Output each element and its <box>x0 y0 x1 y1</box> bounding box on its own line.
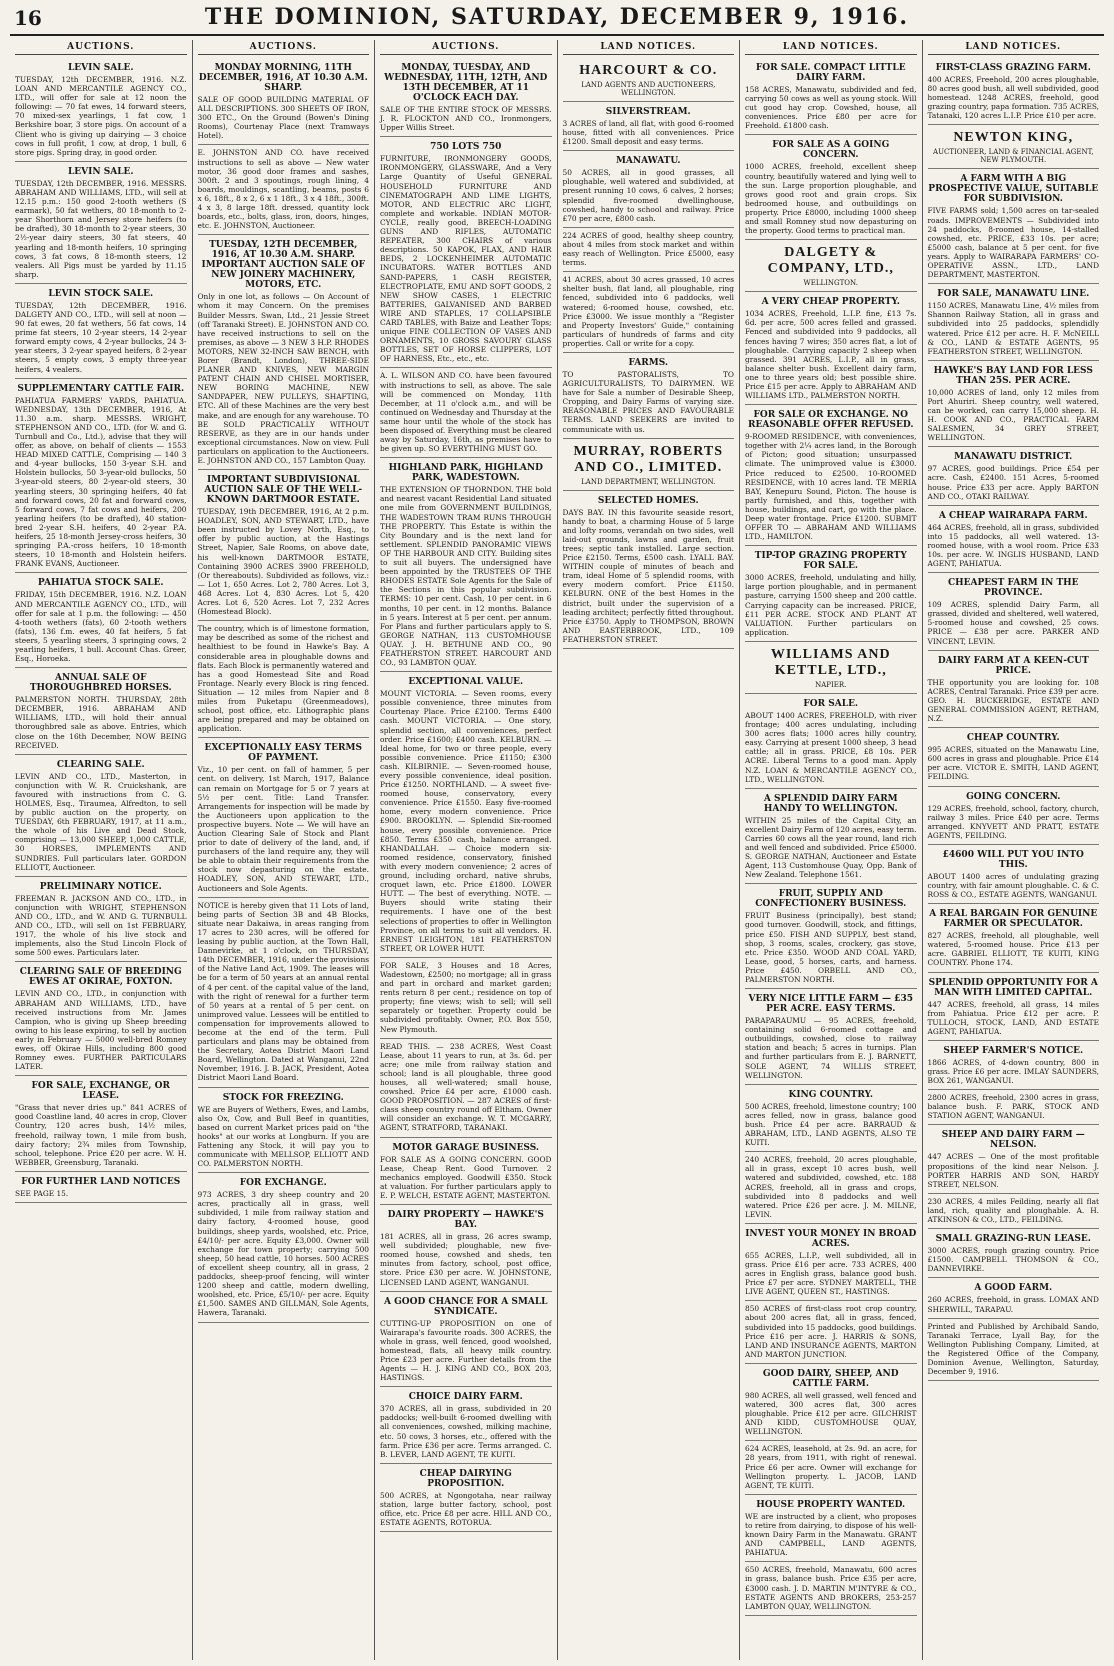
ad-body: READ THIS. — 238 ACRES, West Coast Lease, about 11 years to run, at 3s. 6d. per acre; one mile from railway station and school; land is all ploughable, three good houses, all well-watered; small house, cowshed. Price £4 per acre, £1000 cash. GOOD PROPOSITION. — 287 ACRES of first-class sheep country round off Eltham. Owner will consider an exchange. W. T. MCGARRY, AGENT, STRATFORD, TARANAKI. <box>380 1041 552 1133</box>
ad-body: TO PASTORALISTS, TO AGRICULTURALISTS, TO DAIRYMEN. WE have for Sale a number of Desirable Sheep, Cropping, and Dairy Farms of varying size. REASONABLE PRICES AND FAVOURABLE TERMS. LAND SEEKERS are invited to communicate with us. <box>562 369 734 434</box>
classified-ad <box>745 694 917 789</box>
ad-body: 129 ACRES, freehold, school, factory, church, railway 3 miles. Price £40 per acre. Terms arranged. KNYVETT AND PRATT, ESTATE AGENTS, FEILDING. <box>927 803 1099 840</box>
ad-body: WITHIN 25 miles of the Capital City, an excellent Dairy Farm of 120 acres, easy term. Carries 60 cows all the year round, land rich and well fenced and subdivided. Price £5000. S. GEORGE NATHAN, Auctioneer and Estate Agent, 113 Customhouse Quay, Opp. Bank of New Zealand. Telephone 1561. <box>745 815 917 880</box>
ad-heading: KING COUNTRY. <box>788 1089 873 1100</box>
column-1 <box>10 40 193 1660</box>
firm-name: NEWTON KING, <box>953 130 1074 146</box>
ad-body: FREEMAN R. JACKSON AND CO., LTD., in conjunction with WRIGHT, STEPHENSON AND CO., LTD., and W. AND G. TURNBULL AND CO., LTD., will sell on 1st FEBRUARY, 1917, the whole of his live stock and implements, also the Stud Lincoln Flock of some 500 ewes. Particulars later. <box>15 893 187 958</box>
section-header: LAND NOTICES. <box>928 40 1100 55</box>
ad-heading: A REAL BARGAIN FOR GENUINE FARMER OR SPECULATOR. <box>929 909 1098 930</box>
ad-heading: FOR SALE. COMPACT LITTLE DAIRY FARM. <box>755 63 906 83</box>
ad-heading: A FARM WITH A BIG PROSPECTIVE VALUE, SUITABLE FOR SUBDIVISION. <box>928 174 1099 205</box>
classified-ad <box>380 1292 552 1388</box>
firm-subtitle: NAPIER. <box>815 680 847 689</box>
classified-ad <box>380 368 552 458</box>
firm-subtitle: LAND DEPARTMENT, WELLINGTON. <box>581 477 716 486</box>
column-3 <box>375 40 558 1660</box>
ad-heading: CLEARING SALE OF BREEDING EWES AT OKIRAE, FOXTON. <box>19 967 182 988</box>
ad-body: 9-ROOMED RESIDENCE, with conveniences, together with 2¼ acres land, in the Borough of Picton; good situation; unsurpassed climate. The unimproved value is £3000. Price reduced to £2500. 10-ROOMED RESIDENCE, with 10 acres land. TE MERIA BAY, Kenepuru Sound, Picton. The house is partly furnished, and this, together with house, buildings, and cart, go with the place. Deep water frontage. Price £1200. SUBMIT OFFER TO — ABRAHAM AND WILLIAMS LTD., HAMILTON. <box>745 432 917 542</box>
ad-heading: HOUSE PROPERTY WANTED. <box>756 1499 906 1510</box>
ad-body: 500 ACRES, at Ngongotaha, near railway station, large butter factory, school, post office, etc. Price £8 per acre. HILL AND CO., ESTATE AGENTS, ROTORUA. <box>380 1490 552 1528</box>
ad-heading: FIRST-CLASS GRAZING FARM. <box>935 63 1091 73</box>
ad-heading: HIGHLAND PARK, HIGHLAND PARK, WADESTOWN. <box>388 463 543 484</box>
classified-ad <box>380 1138 552 1205</box>
firm-name: DALGETY & COMPANY, LTD., <box>767 245 894 277</box>
column-2 <box>193 40 376 1660</box>
classified-ad <box>198 738 370 897</box>
ad-heading: A VERY CHEAP PROPERTY. <box>761 297 900 308</box>
classified-ad <box>745 405 917 546</box>
ad-heading: SILVERSTREAM. <box>605 107 691 117</box>
ad-body: WE are instructed by a client, who proposes to retire from dairying, to dispose of his well-known Dairy Farm in the Manawatu. GRANT AND CAMPBELL, LAND AGENTS, PAHIATUA. <box>745 1511 917 1558</box>
ad-heading: SHEEP AND DAIRY FARM — NELSON. <box>941 1130 1085 1151</box>
classified-ad <box>198 235 370 470</box>
ad-body: 850 ACRES of first-class root crop country, about 200 acres flat, all in grass, fenced, subdivided into 15 paddocks, good buildings. Price £16 per acre. J. HARRIS & SONS, LAND AND INSURANCE AGENTS, MARTON AND MARTON JUNCTION. <box>745 1304 917 1359</box>
classified-ad <box>928 787 1100 845</box>
column-5 <box>740 40 923 1660</box>
section-header: LAND NOTICES. <box>563 40 735 55</box>
classified-ad <box>15 573 187 668</box>
ad-body: The country, which is of limestone formation, may be described as some of the richest and healthiest to be found in Hawke's Bay. A considerable area in ploughable downs and flats. Each Block is permanently watered and has a good Homestead Site and Road Frontage. Nearly every Block is ring fenced. Situation — 12 miles from Napier and 8 miles from Puketapu (Greenmeadows), school, post office, etc. Lithographic plans are being prepared and may be obtained on application. <box>197 624 369 734</box>
ad-body: "Grass that never dries up." 841 ACRES of good Coastline land, 40 acres in crop, Clover Country, 120 acres bush, 14½ miles, freehold, railway town, 1 mile from bush, dairy factory; 2¾ miles from Township, school, telephone. Price £20 per acre. W. H. WEBBER, Greensburg, Taranaki. <box>15 1103 187 1167</box>
firm-name: HARCOURT & CO. <box>579 63 718 78</box>
classified-ad <box>198 145 370 235</box>
ad-heading: SMALL GRAZING-RUN LEASE. <box>935 1234 1091 1245</box>
classified-ad <box>198 1173 370 1322</box>
section-header: LAND NOTICES. <box>745 40 917 55</box>
ad-body: TUESDAY, 12th DECEMBER, 1916. DALGETY AND CO., LTD., will sell at noon — 90 fat ewes, 20 fat wethers, 56 fat cows, 14 prime fat steers, 10 2-year steers, 14 2-year forward empty cows, 4 2-year bullocks, 24 3-year steers, 3 2-year spayed heifers, 8 2-year steers, 5 empty cows, 3 empty three-year heifers, 4 vealers. <box>15 300 187 374</box>
classified-ad <box>928 904 1100 972</box>
classified-ad <box>198 1088 370 1174</box>
ad-body: 50 ACRES, all in good grasses, all ploughable, well watered and subdivided, at present running 10 cows, 6 calves, 2 horses; splendid five-roomed dwellinghouse, cowshed, handy to school and railway. Price £70 per acre, £800 cash. <box>562 168 734 223</box>
ad-body: FRUIT Business (principally), best stand; good turnover. Goodwill, stock, and fittings, price £50. FISH AND SUPPLY, best stand, shop, 3 rooms, scales, crockery, gas stove, etc. Price £350. WOOD AND COAL YARD, Lease, good, 5 horses, carts, and harness. Price £450. ORBELL AND CO., PALMERSTON NORTH. <box>745 911 917 984</box>
ad-heading: 750 LOTS 750 <box>430 142 502 153</box>
ad-heading: VERY NICE LITTLE FARM — £35 PER ACRE. EASY TERMS. <box>748 994 913 1015</box>
classified-ad <box>928 1194 1100 1229</box>
ad-heading: MONDAY MORNING, 11TH DECEMBER, 1916, AT 10.30 A.M. SHARP. <box>198 63 368 93</box>
classified-ad <box>15 1076 187 1172</box>
ad-heading: FOR SALE AS A GOING CONCERN. <box>772 140 890 161</box>
firm-name: WILLIAMS AND KETTLE, LTD., <box>770 646 891 678</box>
ad-heading: INVEST YOUR MONEY IN BROAD ACRES. <box>745 1228 917 1249</box>
ad-body: SALE OF THE ENTIRE STOCK OF MESSRS. J. R. FLOCKTON AND CO., Ironmongers, Upper Willis Street. <box>380 105 552 133</box>
classified-ad <box>745 1152 917 1224</box>
classified-ad <box>928 361 1100 448</box>
classified-ad <box>380 1387 552 1464</box>
ad-body: 3 ACRES of land, all flat, with good 6-roomed house, fitted with all conveniences. Price £1200. Small deposit and easy terms. <box>562 119 734 147</box>
ad-body: 500 ACRES, freehold, limestone country; 100 acres felled, now in grass, balance good bush. Price £4 per acre. BARRAUD & ABRAHAM, LTD., LAND AGENTS, ALSO TE KUITI. <box>745 1101 917 1148</box>
newspaper-columns <box>10 40 1104 1660</box>
classified-ad <box>928 169 1100 284</box>
ad-heading: A GOOD CHANCE FOR A SMALL SYNDICATE. <box>383 1296 548 1317</box>
classified-ad <box>745 789 917 885</box>
firm-subtitle: AUCTIONEER, LAND & FINANCIAL AGENT, NEW PLYMOUTH. <box>933 148 1094 165</box>
ad-body: DAYS BAY. IN this favourite seaside resort, handy to boat, a charming House of 5 large and lofty rooms, verandah on two sides, well laid-out grounds, lawns and garden, fruit trees; septic tank installed. Large section. Price £2150. Terms, £500 cash. LYALL BAY. WITHIN couple of minutes of beach and tram, ideal Home of 5 splendid rooms, with every modern comfort. Price £1150. KELBURN. ONE of the best Homes in the district, built under the supervision of a leading architect; perfectly fitted throughout. Price £3750. Apply to THOMPSON, BROWN AND EASTERBROOK, LTD., 109 FEATHERSTON STREET. <box>562 507 734 644</box>
classified-ad <box>563 58 735 102</box>
ad-body: 650 ACRES, freehold, Manawatu, 600 acres in grass, balance bush. Price £35 per acre, £3000 cash. J. D. MARTIN M'INTYRE & CO., ESTATE AGENTS AND BROKERS, 253-257 LAMBTON QUAY, WELLINGTON. <box>745 1565 917 1611</box>
ad-body: 1000 ACRES, freehold, excellent sheep country, beautifully watered and lying well to the sun. Large proportion ploughable, and grows good root and grain crops. Six bedroomed house, and outbuildings on property. Price £8000, including 1000 sheep and small Romney stud now depasturing on the property. Good terms to practical man. <box>745 162 917 236</box>
classified-ad <box>745 1364 917 1441</box>
ad-heading: DAIRY FARM AT A KEEN-CUT PRICE. <box>937 655 1089 676</box>
ad-body: SALE OF GOOD BUILDING MATERIAL OF ALL DESCRIPTIONS. 300 SHEETS OF IRON, 300 ETC., On the Ground (Bowen's Dining Rooms), Courtenay Place (next Tramways Hotel). <box>197 95 369 141</box>
classified-ad <box>928 447 1100 505</box>
firm-subtitle: LAND AGENTS AND AUCTIONEERS, WELLINGTON. <box>581 81 716 97</box>
section-header: AUCTIONS. <box>15 40 187 55</box>
ad-heading: FOR EXCHANGE. <box>239 1178 327 1189</box>
ad-heading: FARMS. <box>628 357 669 368</box>
ad-heading: CHEAP COUNTRY. <box>966 733 1060 744</box>
ad-heading: CLEARING SALE. <box>56 759 145 770</box>
ad-heading: FOR SALE, MANAWATU LINE. <box>937 289 1090 300</box>
classified-ad <box>928 284 1100 361</box>
ad-heading: CHEAP DAIRYING PROPOSITION. <box>419 1468 512 1489</box>
page-number: 16 <box>14 6 42 30</box>
classified-ad <box>15 162 187 284</box>
ad-body: TUESDAY, 12th DECEMBER, 1916. MESSRS. ABRAHAM AND WILLIAMS, LTD., will sell at 12.15 p.m.: 150 good 2-tooth wethers (S earmark), 50 fat wethers, 80 18-month to 2-year Shorthorn and Jersey store heifers (to be drafted), 30 18-month to 2-year steers, 30 2½-year dairy steers, 30 fat steers, 40 yearling and 18-month heifers, 10 springing cows, 3 fat cows, 8 18-month steers, 12 vealers. All Pigs must be yarded by 11.15 sharp. <box>15 178 187 279</box>
ad-body: LEVIN AND CO., LTD., Masterton, in conjunction with W. R. Cruickshank, are favoured with instructions from C. G. HOLMES, Esq., Tiraumea, Alfredton, to sell by public auction on the property, on TUESDAY, 6th FEBRUARY, 1917, at 11 a.m., the whole of his Live and Dead Stock, comprising — 13,000 SHEEP, 1,000 CATTLE, 30 HORSES, IMPLEMENTS AND SUNDRIES. Full particulars later. GORDON ELLIOTT, Auctioneer. <box>15 771 187 872</box>
ad-body: CUTTING-UP PROPOSITION on one of Wairarapa's favourite roads. 300 ACRES, the whole in grass, well fenced, good woolshed, homestead, flats, all heavy milk country. Price £23 per acre. Further details from the Agents — H. J. KING AND CO., BOX 203, HASTINGS. <box>380 1318 552 1383</box>
ad-heading: EXCEPTIONAL VALUE. <box>408 677 524 688</box>
ad-heading: LEVIN SALE. <box>67 63 134 73</box>
ad-body: 2800 ACRES, freehold, 2300 acres in grass, balance bush. F. PARK, STOCK AND STATION AGENT, WANGANUI. <box>927 1093 1099 1121</box>
classified-ad <box>745 1441 917 1494</box>
ad-heading: SHEEP FARMER'S NOTICE. <box>943 1045 1084 1056</box>
ad-body: 447 ACRES — One of the most profitable propositions of the kind near Nelson. J. PORTER HARRIS AND SON, HARDY STREET, NELSON. <box>927 1152 1099 1189</box>
ad-body: Viz., 10 per cent. on fall of hammer, 5 per cent. on delivery, 1st March, 1917, Balance can remain on Mortgage for 5 or 7 years at 5½ per cent. Title: Land Transfer. Arrangements for inspection will be made by the Auctioneers upon application to the prospective buyers. Note — We will have an Auction Clearing Sale of Stock and Plant prior to date of delivery of the land, and, if purchasers of the land require any, they will be able to obtain their requirements from the stock now depasturing on the estate. HOADLEY, SON, AND STEWART, LTD., Auctioneers and Sole Agents. <box>197 765 369 893</box>
classified-ad <box>380 458 552 672</box>
ad-body: TUESDAY, 19th DECEMBER, 1916, At 2 p.m. HOADLEY, SON, AND STEWART, LTD., have been instructed by Lovey North, Esq., to offer by public auction, at the Hastings Street, Napier, Sale Rooms, on above date, his well-known DARTMOOR ESTATE, Containing 3900 ACRES 3900 FREEHOLD, (Or thereabouts). Subdivided as follows, viz.: — Lot 1, 650 Acres. Lot 2, 780 Acres. Lot 3, 468 Acres. Lot 4, 830 Acres. Lot 5, 420 Acres. Lot 6, 520 Acres. Lot 7, 232 Acres (Homestead Block). <box>197 507 369 617</box>
ad-body: 624 ACRES, leasehold, at 2s. 9d. an acre, for 28 years, from 1911, with right of renewal. Price £6 per acre. Owner will exchange for Wellington property. L. JACOB, LAND AGENT, TE KUITI. <box>745 1444 917 1490</box>
classified-ad <box>380 1205 552 1292</box>
ad-body: FURNITURE, IRONMONGERY GOODS, IRONMONGERY, GLASSWARE, And a Very Large Quantity of Useful GENERAL HOUSEHOLD FURNITURE AND CINEMATOGRAPH AND LIME LIGHTS, MOTOR, AND ELECTRIC ARC LIGHT, complete and workable. INDIAN MOTOR-CYCLE, really good, BREECH-LOADING GUNS AND RIFLES, AUTOMATIC REPEATER, 300 CHAIRS of various descriptions. 50 KAPOK, FLAX, AND HAIR BEDS, 2 LOCKENHEIMER AUTOMATIC INCUBATORS. WATER BOTTLES AND SAND-PAPERS, 1 CASH REGISTER, ELECTROPLATE, EMU AND SOFT GOODS, 2 NEW SHOW CASES, 1 ELECTRIC BATTERIES, GALVANISED AND BARBED WIRE AND STAPLES, 17 COLLAPSIBLE CARD TABLES, with Baize and Leather Tops; unique FINE COLLECTION OF VASES AND ORNAMENTS, 10 GROSS SAVOURY GLASS BOTTLES, SET OF HORSE CLIPPERS, LOT OF HARNESS, Etc., etc., etc. <box>380 154 552 364</box>
classified-ad <box>928 845 1100 904</box>
ad-heading: FOR SALE. <box>803 698 859 709</box>
classified-ad <box>380 137 552 368</box>
classified-ad <box>745 884 917 989</box>
ad-body: Printed and Published by Archibald Sando, Taranaki Terrace, Lyall Bay, for the Wellington Publishing Company, Limited, at the Registered Office of the Company, Dominion Avenue, Wellington, Saturday, December 9, 1916. <box>927 1321 1099 1377</box>
ad-body: FRIDAY, 15th DECEMBER, 1916. N.Z. LOAN AND MERCANTILE AGENCY CO., LTD., will offer for sale at 1 p.m. the following: — 450 4-tooth wethers (fats), 60 2-tooth wethers (fats), 136 f.m. ewes, 40 fat heifers, 5 fat steers, 5 yearling steers, 3 springing cows, 2 yearling heifers, 1 bull. Account Chas. Greer, Esq., Horoeka. <box>15 590 187 664</box>
ad-body: SEE PAGE 15. <box>15 1188 69 1198</box>
ad-body: 181 ACRES, all in grass, 26 acres swamp, well subdivided; ploughable, new five-roomed house, cowshed and sheds, ten minutes from factory, school, post office, store. Price £30 per acre. W. JOHNSTONE, LICENSED LAND AGENT, WANGANUI. <box>380 1232 552 1287</box>
classified-ad <box>15 668 187 755</box>
classified-ad <box>563 151 735 228</box>
ad-heading: £4600 WILL PUT YOU INTO THIS. <box>942 849 1084 870</box>
ad-body: THE opportunity you are looking for. 108 ACRES, Central Taranaki. Price £39 per acre. GEO. H. BUCKERIDGE, ESTATE AND GENERAL COMMISSION AGENT, RETHAM, N.Z. <box>927 677 1099 724</box>
section-header: AUCTIONS. <box>198 40 370 55</box>
classified-ad <box>928 728 1100 786</box>
classified-ad <box>15 379 187 574</box>
classified-ad <box>928 573 1100 650</box>
classified-ad <box>928 1319 1100 1382</box>
ad-heading: PAHIATUA STOCK SALE. <box>37 578 164 589</box>
ad-body: THE EXTENSION OF THORNDON. THE bold and nearest vacant Residential Land situated one mile from GOVERNMENT BUILDINGS, THE WADESTOWN TRAM RUNS THROUGH THE PROPERTY. This Estate is within the City Boundary and is the next land for settlement. SPLENDID PANORAMIC VIEWS OF THE HARBOUR AND CITY. Building sites to suit all buyers. The undersigned have been appointed by the TRUSTEES OF THE RHODES ESTATE Sole Agents for the Sale of the Sections in this popular subdivision. TERMS: 10 per cent. Cash, 10 per cent. in 6 months, 10 per cent. in 12 months. Balance in 5 years. Interest at 5 per cent. per annum. For Plans and further particulars apply to S. GEORGE NATHAN, 113 CUSTOMHOUSE QUAY. J. H. BETHUNE AND CO., 90 FEATHERSTON STREET. HARCOURT AND CO., 93 LAMBTON QUAY. <box>380 485 552 668</box>
ad-heading: SELECTED HOMES. <box>597 495 699 506</box>
ad-heading: STOCK FOR FREEZING. <box>222 1092 344 1103</box>
ad-heading: GOING CONCERN. <box>966 791 1061 802</box>
classified-ad <box>745 642 917 694</box>
classified-ad <box>745 546 917 642</box>
ad-body: 3000 ACRES, freehold, undulating and hilly, large portion ploughable, and in permanent pasture, carrying 1500 sheep and 200 cattle. Carrying capacity can be increased. PRICE, £11 PER ACRE. STOCK AND PLANT AT VALUATION. Further particulars on application. <box>745 573 917 637</box>
ad-body: 230 ACRES, 4 miles Feilding, nearly all flat land, rich, quality and ploughable. A. H. ATKINSON & CO., LTD., FEILDING. <box>927 1196 1099 1225</box>
ad-body: 1034 ACRES, Freehold, L.I.P. fine, £13 7s. 6d. per acre, 500 acres felled and grassed. Fenced and subdivided into 9 paddocks, all fences having 7 wires; 350 acres flat, a lot of ploughable. Carrying capacity 2 sheep when grassed. 391 ACRES, L.I.P., all in grass, balance shelter bush. Excellent dairy farm, one to three years old; best possible shire. Price £15 per acre. Apply to ABRAHAM AND WILLIAMS LTD., PALMERSTON NORTH. <box>745 309 917 401</box>
ad-body: FOR SALE AS A GOING CONCERN. GOOD Lease, Cheap Rent. Good Turnover. 2 mechanics employed. Goodwill £350. Stock at valuation. For further particulars apply to E. P. WELCH, ESTATE AGENT, MASTERTON. <box>380 1154 552 1200</box>
ad-body: 655 ACRES, L.I.P., well subdivided, all in grass. Price £16 per acre. 733 ACRES, 400 acres in English grass, balance good bush. Price £7 per acre. SYDNEY MARTELL, THE LIVE AGENT, QUEEN ST., HASTINGS. <box>745 1250 917 1297</box>
classified-ad <box>928 58 1100 125</box>
ad-body: FOR SALE, 3 Houses and 18 Acres, Wadestown, £2500; no mortgage; all in grass and part in orchard and market garden; rents return 8 per cent.; residence on top of property; fine views; wish to sell; will sell separately or together. Property could be subdivided profitably. Owner, P.O. Box 550, New Plymouth. <box>380 960 552 1034</box>
ad-body: 464 ACRES, freehold, all in grass, subdivided into 15 paddocks, all well watered. 13-roomed house, with a wool room. Price £33 10s. per acre. W. INGLIS HUSBAND, LAND AGENT, PAHIATUA. <box>927 522 1099 569</box>
ad-body: ABOUT 1400 ACRES, FREEHOLD, with river frontage; 400 acres undulating, including 300 acres flats; 1000 acres hilly country, easy. Carrying at present 1000 sheep, 3 head cattle; all in grass. PRICE, £8 10s. PER ACRE. Liberal Terms to a good man. Apply N.Z. LOAN & MERCANTILE AGENCY CO., LTD., WELLINGTON. <box>745 710 917 784</box>
ad-heading: TUESDAY, 12TH DECEMBER, 1916, AT 10.30 A.M. SHARP. IMPORTANT AUCTION SALE OF NEW JOINERY MACHINERY, MOTORS, ETC. <box>201 240 365 291</box>
classified-ad <box>15 284 187 379</box>
section-header: AUCTIONS. <box>380 40 552 55</box>
classified-ad <box>745 1085 917 1152</box>
classified-ad <box>380 1464 552 1532</box>
ad-body: 224 ACRES of good, healthy sheep country, about 4 miles from stock market and within easy reach of Wellington. Price £5000, easy terms. <box>562 230 734 268</box>
ad-body: WE are Buyers of Wethers, Ewes, and Lambs, also Ox, Cow, and Bull Beef in quantities, based on current Market prices paid on "the hooks" at our works at Longburn. If you are Fattening any Stock, it will pay you to communicate with MELLSOP, ELLIOTT AND CO. PALMERSTON NORTH. <box>197 1104 369 1169</box>
classified-ad <box>380 958 552 1039</box>
ad-body: E. JOHNSTON AND CO. have received instructions to sell as above — New water motor, 36 good door frames and sashes, 300ft. 2 and 3 spoutings, rough lining, 4 boards, mouldings, scantling, beams, posts 6 x 6, 18ft., 8 x 2, 6 x 1 18ft., 3 x 4 18ft., 300ft. 4 x 3, 8 large 18ft. dressed, quantity lock boards, etc., bolts, glass, iron, doors, hinges, etc. E. JOHNSTON, Auctioneer. <box>197 148 369 231</box>
classified-ad <box>928 973 1100 1041</box>
classified-ad <box>745 292 917 405</box>
ad-heading: MONDAY, TUESDAY, AND WEDNESDAY, 11TH, 12TH, AND 13TH DECEMBER, AT 11 O'CLOCK EACH DAY. <box>384 63 548 103</box>
ad-body: 973 ACRES, 3 dry sheep country and 20 acres, practically all in grass, well subdivided, 1 mile from railway station and dairy factory, 4-roomed house, good buildings, sheep yards, woolshed, etc. Price, £4/10/- per acre. Equity £3,000. Owner will exchange for town property; carrying 500 sheep, 50 head cattle, 10 horses. 500 ACRES of excellent sheep country, all in grass, 2 paddocks, sheep-proof fencing, will winter 1200 sheep and cattle, modern dwelling, woolshed, etc. Price, £5/10/- per acre. Equity £1,500. SAMES AND GILLMAN, Sole Agents, Hawera, Taranaki. <box>197 1190 369 1318</box>
ad-body: FIVE FARMS sold; 1,500 acres on tar-sealed roads. IMPROVEMENTS — Subdivided into 24 paddocks, 8-roomed house, 14-stalled cowshed, etc. PRICE, £33 10s. per acre; £5000 cash, balance at 5 per cent. for five years. Apply to WAIRARAPA FARMERS' CO-OPERATIVE ASSN., LTD., LAND DEPARTMENT, MASTERTON. <box>927 206 1099 280</box>
classified-ad <box>928 125 1100 169</box>
classified-ad <box>563 353 735 439</box>
classified-ad <box>198 470 370 621</box>
ad-heading: LEVIN SALE. <box>67 166 134 177</box>
ad-heading: A CHEAP WAIRARAPA FARM. <box>938 510 1088 521</box>
classified-ad <box>928 506 1100 573</box>
classified-ad <box>15 58 187 162</box>
column-6 <box>923 40 1105 1660</box>
ad-body: 995 ACRES, situated on the Manawatu Line, 600 acres in grass and ploughable. Price £14 per acre. VICTOR E. SMITH, LAND AGENT, FEILDING. <box>927 745 1099 782</box>
ad-body: PALMERSTON NORTH. THURSDAY, 28th DECEMBER, 1916. ABRAHAM AND WILLIAMS, LTD., will hold their annual thoroughbred sale as above. Entries, which close on the 16th December, NOW BEING RECEIVED. <box>15 695 187 750</box>
ad-heading: CHOICE DAIRY FARM. <box>408 1392 523 1403</box>
ad-heading: PRELIMINARY NOTICE. <box>39 881 162 892</box>
ad-heading: SUPPLEMENTARY CATTLE FAIR. <box>17 383 185 394</box>
classified-ad <box>928 1090 1100 1125</box>
ad-heading: HAWKE'S BAY LAND FOR LESS THAN 25S. PER ACRE. <box>933 365 1093 386</box>
ad-heading: EXCEPTIONALLY EASY TERMS OF PAYMENT. <box>204 743 362 764</box>
classified-ad <box>745 58 917 135</box>
ad-heading: FOR FURTHER LAND NOTICES <box>21 1176 181 1187</box>
ad-body: 10,000 ACRES of land, only 12 miles from Port Ahuriri. Sheep country, well watered, can be worked, can carry 15,000 sheep. H. H. COOK AND CO., PRACTICAL FARM SALESMEN, 34 GREY STREET, WELLINGTON. <box>927 387 1099 443</box>
ad-body: 400 ACRES, Freehold, 200 acres ploughable, 80 acres good bush, all well subdivided, good homestead. 1248 ACRES, freehold, good grazing country, papa formation. 735 ACRES, Tatanaki, 120 acres L.I.P. Price £10 per acre. <box>927 75 1099 121</box>
classified-ad <box>380 1039 552 1138</box>
ad-heading: SPLENDID OPPORTUNITY FOR A MAN WITH LIMITED CAPITAL. <box>928 977 1098 998</box>
ad-body: 447 ACRES, freehold, all grass, 14 miles from Pahiatua. Price £12 per acre. P. TULLOCH, STOCK, LAND, AND ESTATE AGENT, PAHIATUA. <box>927 999 1099 1036</box>
classified-ad <box>198 58 370 145</box>
ad-heading: FOR SALE OR EXCHANGE. NO REASONABLE OFFER REFUSED. <box>748 410 914 431</box>
classified-ad <box>15 962 187 1076</box>
column-4 <box>558 40 741 1660</box>
ad-heading: LEVIN STOCK SALE. <box>48 288 154 299</box>
classified-ad <box>928 1041 1100 1090</box>
ad-body: 109 ACRES, splendid Dairy Farm, all grassed, divided and sheltered, well watered, 5-roomed house and cowshed, 25 cows. PRICE — £38 per acre. PARKER AND VINCENT, LEVIN. <box>927 600 1099 646</box>
ad-body: TUESDAY, 12th DECEMBER, 1916. N.Z. LOAN AND MERCANTILE AGENCY CO., LTD., will offer for sale at 12 noon the following: — 70 fat ewes, 14 forward steers, 70 mixed-sex yearlings, 1 fat cow, 1 Berkshire boar, 3 store pigs. On account of a Client who is giving up dairying — 3 choice cows in full profit, 1 cow, at drop, 1 bull, 6 store pigs. Spring dray, in good order. <box>15 75 187 157</box>
classified-ad <box>563 228 735 272</box>
ad-heading: MOTOR GARAGE BUSINESS. <box>392 1142 540 1153</box>
classified-ad <box>745 1301 917 1364</box>
ad-body: ABOUT 1400 acres of undulating grazing country, with fair amount ploughable. C. & C. ROSS & CO., ESTATE AGENTS, WANGANUI. <box>927 871 1099 900</box>
ad-body: 1150 ACRES, Manawatu Line, 4½ miles from Shannon Railway Station, all in grass and subdivided into 25 paddocks, splendidly watered. Price £12 per acre. H. F. McNEILL & CO., LAND & ESTATE AGENTS, 95 FEATHERSTON STREET, WELLINGTON. <box>927 301 1099 356</box>
classified-ad <box>928 1125 1100 1193</box>
ad-body: 980 ACRES, all well grassed, well fenced and watered, 300 acres flat, 300 acres ploughable. Price £12 per acre. GILCHRIST AND KIDD, CUSTOMHOUSE QUAY, WELLINGTON. <box>745 1390 917 1437</box>
ad-body: MOUNT VICTORIA. — Seven rooms, every possible convenience, three minutes from Courtenay Place. Price £2100. Terms £400 cash. MOUNT VICTORIA. — One story, splendid section, all conveniences, perfect order. Price £1600; £400 cash. KELBURN. — Ideal home, for two or three people, every possible convenience. Price £1150; £300 cash. KILBIRNIE. — Seven-roomed house, every possible convenience, ideal position. Price £1250. NORTHLAND. — A sweet five-roomed house, conservatory, every convenience. Price £1550. Easy five-roomed home, every modern convenience. Price £900. BROOKLYN. — Splendid Six-roomed house, every possible convenience. Price £850. Terms £350 cash, balance arranged. KHANDALLAH. — Choice modern six-roomed residence, conservatory, finished with every modern convenience; 2 acres of ground, including orchard, native shrubs, croquet lawn, etc. Price £1800. LOWER HUTT. — The best of everything. NOTE. — Buyers should write stating their requirements. I have one of the best selections of properties to offer in Wellington Province, on all terms to suit all vendors. H. ERNEST LEIGHTON, 181 FEATHERSTON STREET, OR LOWER HUTT. <box>380 689 552 953</box>
ad-heading: MANAWATU. <box>615 156 681 167</box>
ad-heading: GOOD DAIRY, SHEEP, AND CATTLE FARM. <box>762 1368 899 1389</box>
ad-body: 260 ACRES, freehold, in grass. LOMAX AND SHERWILL, TARAPAU. <box>927 1295 1099 1314</box>
classified-ad <box>745 1495 917 1562</box>
ad-heading: CHEAPEST FARM IN THE PROVINCE. <box>947 578 1079 599</box>
ad-heading: ANNUAL SALE OF THOROUGHBRED HORSES. <box>29 673 172 694</box>
classified-ad <box>198 621 370 738</box>
firm-name: MURRAY, ROBERTS AND CO., LIMITED. <box>573 443 724 475</box>
ad-body: 827 ACRES, freehold, all ploughable, well watered, 5-roomed house. Price £13 per acre. GABRIEL ELLIOTT, TE KUITI, KING COUNTRY. Phone 174. <box>927 931 1099 968</box>
classified-ad <box>563 491 735 649</box>
ad-heading: DAIRY PROPERTY — HAWKE'S BAY. <box>387 1210 544 1231</box>
classified-ad <box>380 672 552 958</box>
ad-body: 1866 ACRES, of 4-down country, 800 in grass. Price £6 per acre. IMLAY SAUNDERS, BOX 261, WANGANUI. <box>927 1057 1099 1086</box>
firm-subtitle: WELLINGTON. <box>803 279 858 288</box>
ad-heading: IMPORTANT SUBDIVISIONAL AUCTION SALE OF THE WELL-KNOWN DARTMOOR ESTATE. <box>204 475 363 506</box>
classified-ad <box>928 1229 1100 1278</box>
ad-heading: TIP-TOP GRAZING PROPERTY FOR SALE. <box>754 551 907 572</box>
classified-ad <box>380 58 552 137</box>
classified-ad <box>928 1278 1100 1318</box>
masthead <box>10 0 1104 36</box>
classified-ad <box>15 1172 187 1203</box>
classified-ad <box>15 755 187 877</box>
classified-ad <box>563 439 735 491</box>
ad-body: PAHIATUA FARMERS' YARDS, PAHIATUA. WEDNESDAY, 13th DECEMBER, 1916, At 11.30 a.m. sharp. MESSRS. WRIGHT, STEPHENSON AND CO., LTD. (for W. and G. Turnbull and Co., Ltd.), advise that they will offer, as above, on behalf of clients — 1553 HEAD MIXED CATTLE, Comprising — 140 3 and 4-year bullocks, 150 3-year S.H. and Holstein bullocks, 50 3-year-old bullocks, 50 3-year-old steers, 80 2-year-old steers, 30 yearling steers, 30 springing heifers, 40 fat and forward cows, 20 fat and forward cows, 5 forward cows, 7 fat cows and heifers, 200 yearling heifers (to be drafted), 40 station-bred 2-year S.H. heifers, 40 2-year P.A. heifers, 25 18-month Jersey-cross heifers, 30 springing P.A.-cross heifers, 10 18-month steers, 10 18-month and Holstein heifers. FRANK EVANS, Auctioneer. <box>15 395 187 569</box>
ad-body: PARAPARAUMU — 95 ACRES, freehold, containing solid 6-roomed cottage and outbuildings, cowshed, close to railway station and beach; 5 acres in turnips. Plan and further particulars from E. J. BARNETT, SOLE AGENT, 74 WILLIS STREET, WELLINGTON. <box>745 1016 917 1080</box>
ad-body: 158 ACRES, Manawatu, subdivided and fed, carrying 50 cows as well as young stock. Will cut good hay crop. Cowshed, house, all conveniences. Price £80 per acre for Freehold. £1800 cash. <box>745 85 917 131</box>
ad-heading: FRUIT, SUPPLY AND CONFECTIONERY BUSINESS. <box>755 889 907 910</box>
ad-body: 240 ACRES, freehold, 20 acres ploughable, all in grass, except 10 acres bush, well watered and subdivided, cowshed, etc. 188 ACRES, freehold, all in grass and crops, subdivided into 8 paddocks and well watered. Price £26 per acre. J. M. MILNE, LEVIN. <box>745 1155 917 1219</box>
ad-heading: FOR SALE, EXCHANGE, OR LEASE. <box>31 1081 170 1102</box>
classified-ad <box>745 135 917 240</box>
ad-body: NOTICE is hereby given that 11 Lots of land, being parts of Section 3B and 4B Blocks, situate near Dakaiwa, in areas ranging from 17 acres to 230 acres, will be offered for leasing by public auction, at the Town Hall, Dannevirke, at 1 o'clock, on THURSDAY, 14th DECEMBER, 1916, under the provisions of the Native Land Act, 1909. The leases will be for a term of 50 years at an annual rental of 4 per cent. of the capital value of the land, with the right of renewal for a further term of 50 years at a rental of 5 per cent. on unimproved value. Lessees will be entitled to compensation for improvements allowed to become at the end of the term. Full particulars and plans may be obtained from the Secretary, Aotea District Maori Land Board, Wellington. Dated at Wanganui, 22nd November, 1916. J. B. JACK, President, Aotea District Maori Land Board. <box>197 900 369 1083</box>
classified-ad <box>745 1224 917 1301</box>
ad-body: 97 ACRES, good buildings. Price £54 per acre. Cash, £2400. 151 Acres, 5-roomed house. Price £33 per acre. Apply BARTON AND CO., OTAKI RAILWAY. <box>927 464 1099 501</box>
classified-ad <box>198 898 370 1088</box>
classified-ad <box>15 877 187 963</box>
ad-body: 41 ACRES, about 30 acres grassed, 10 acres shelter bush, flat land, all ploughable, ring fenced, subdivided into 6 paddocks, well watered; 6-roomed house, cowshed, etc. Price £3000. We issue monthly a "Register and Property Investors' Guide," containing particulars of hundreds of farms and city properties. Call or write for a copy. <box>562 275 734 348</box>
classified-ad <box>928 651 1100 728</box>
ad-body: 370 ACRES, all in grass, subdivided in 20 paddocks; well-built 6-roomed dwelling with all conveniences, cowshed, milking machine, etc. 50 cows, 3 horses, etc., offered with the farm. Price £36 per acre. Terms arranged. C. B. LEVER, LAND AGENT, TE KUITI. <box>380 1404 552 1459</box>
ad-body: Only in one lot, as follows — On Account of whom it may Concern. On the premises Builder Messrs. Swan, Ltd., 21 Jessie Street (off Taranaki Street). E. JOHNSTON AND CO. have received instructions to sell on the premises, as above — 3 NEW 3 H.P. RHODES MOTORS, NEW 32-INCH SAW BENCH, with Borer (Brandt, London), THREE-SIDE PLANER AND KNIVES, NEW MARGIN PATENT CHAIN AND CHISEL MORTISER, NEW BORING MACHINE, NEW SANDPAPER, NEW PULLEYS, SHAFTING, ETC. All of these Machines are the very best make, and are enough for any warehouse. TO BE SOLD PRACTICALLY WITHOUT RESERVE, as they are in our hands under exceptional circumstances. Now on view. Full particulars on application to the Auctioneers. E. JOHNSTON AND CO., 157 Lambton Quay. <box>197 292 369 465</box>
classified-ad <box>745 989 917 1085</box>
ad-body: A. L. WILSON AND CO. have been favoured with instructions to sell, as above. The sale will be commenced on Monday, 11th December, at 11 o'clock a.m., and will be continued on Wednesday and Thursday at the same hour until the whole of the stock has been disposed of. Everything must be cleared away by Saturday, 16th, as premises have to be given up. SO EVERYTHING MUST GO. <box>380 371 552 454</box>
ad-heading: MANAWATU DISTRICT. <box>954 452 1073 463</box>
classified-ad <box>563 272 735 353</box>
ad-body: LEVIN AND CO., LTD., in conjunction with ABRAHAM AND WILLIAMS, LTD., have received instructions from Mr. James Campion, who is giving up Sheep breeding owing to his lease expiring, to sell by auction early in February — 5000 well-bred Romney ewes, off Okirae Hills, including 800 good Romney ewes. FURTHER PARTICULARS LATER. <box>15 989 187 1072</box>
newspaper-title: THE DOMINION, SATURDAY, DECEMBER 9, 1916. <box>204 4 910 30</box>
classified-ad <box>745 240 917 292</box>
classified-ad <box>563 102 735 151</box>
ad-body: 3000 ACRES, rough grazing country. Price £1500. CAMPBELL THOMSON & CO., DANNEVIRKE. <box>927 1246 1099 1274</box>
classified-ad <box>745 1562 917 1615</box>
ad-heading: A GOOD FARM. <box>974 1283 1053 1294</box>
ad-heading: A SPLENDID DAIRY FARM HANDY TO WELLINGTON. <box>763 793 898 814</box>
